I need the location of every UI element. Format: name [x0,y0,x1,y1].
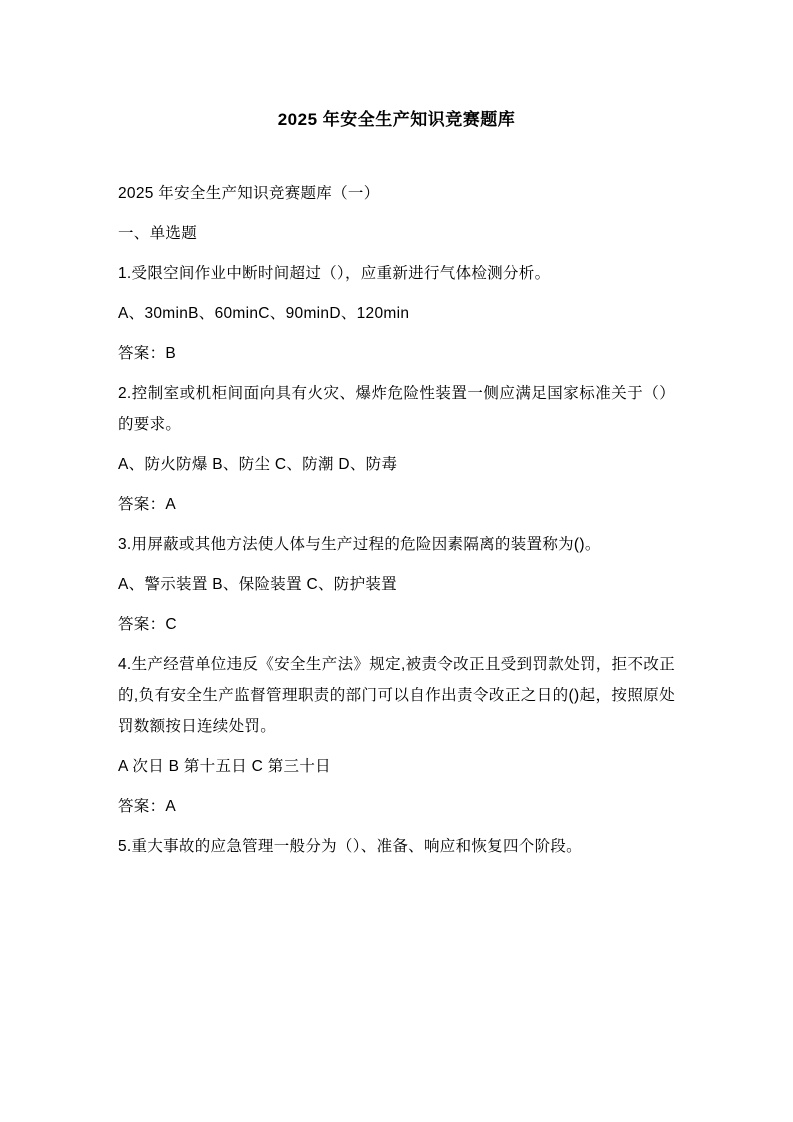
question-3-options: A、警示装置 B、保险装置 C、防护装置 [118,575,397,593]
page-title: 2025 年安全生产知识竞赛题库 [277,110,516,129]
question-4-answer: 答案：A [118,797,177,815]
subtitle-paragraph: 2025 年安全生产知识竞赛题库（一） [118,184,380,202]
question-1-stem: 1.受限空间作业中断时间超过（），应重新进行气体检测分析。 [118,264,551,282]
question-2-stem: 2.控制室或机柜间面向具有火灾、爆炸危险性装置一侧应满足国家标准关于（）的要求。 [118,384,675,433]
question-3-stem: 3.用屏蔽或其他方法使人体与生产过程的危险因素隔离的装置称为()。 [118,535,601,553]
question-4-stem: 4.生产经营单位违反《安全生产法》规定,被责令改正且受到罚款处罚，拒不改正的,负有安全生产监督管理职责的部门可以自作出责令改正之日的()起，按照原处罚数额按日连续处罚。 [118,655,675,735]
question-2-options: A、防火防爆 B、防尘 C、防潮 D、防毒 [118,455,398,473]
question-1-answer: 答案：B [118,344,177,362]
question-3-answer: 答案：C [118,615,177,633]
question-1-options: A、30minB、60minC、90minD、120min [118,304,410,322]
section-heading-single-choice: 一、单选题 [118,224,198,242]
question-4-options: A 次日 B 第十五日 C 第三十日 [118,757,331,775]
question-5-stem: 5.重大事故的应急管理一般分为（）、准备、响应和恢复四个阶段。 [118,837,582,855]
question-2-answer: 答案：A [118,495,177,513]
